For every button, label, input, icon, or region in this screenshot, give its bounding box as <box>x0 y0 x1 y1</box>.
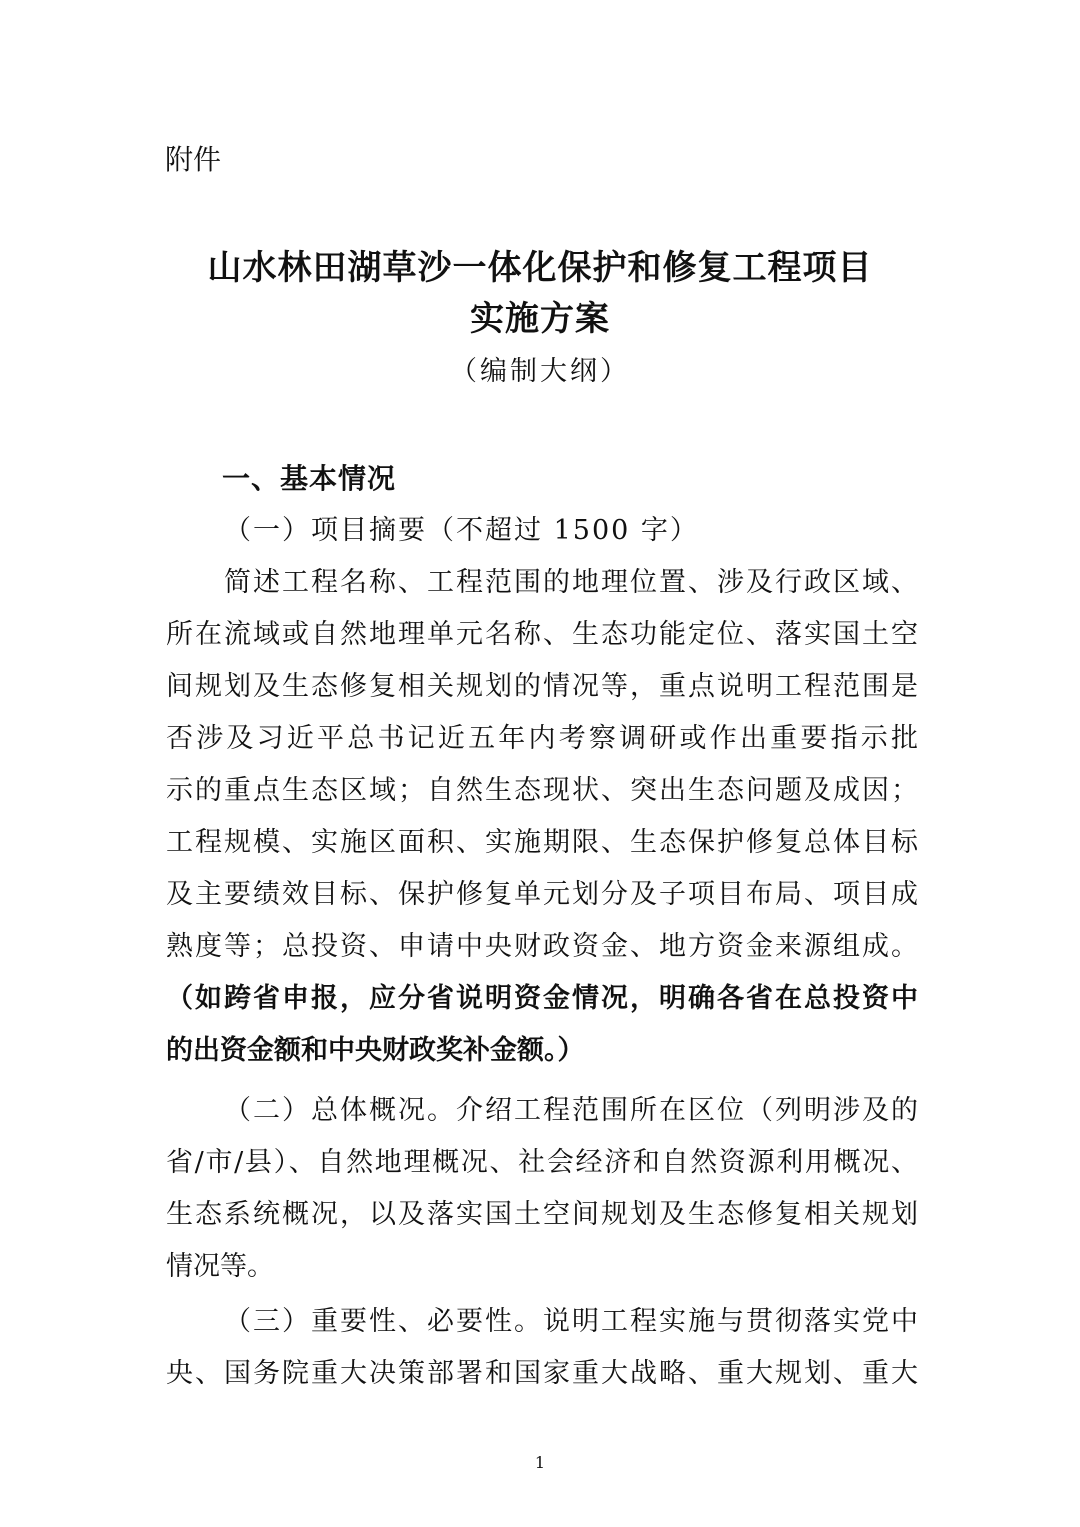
paragraph-line: 情况等。 <box>166 1251 274 1282</box>
paragraph-line: 否涉及习近平总书记近五年内考察调研或作出重要指示批 <box>166 723 918 754</box>
subsection-heading-project-summary: （一）项目摘要（不超过 1500 字） <box>224 515 699 546</box>
document-title-line-1: 山水林田湖草沙一体化保护和修复工程项目 <box>207 248 873 288</box>
paragraph-line: 及主要绩效目标、保护修复单元划分及子项目布局、项目成 <box>166 879 918 910</box>
paragraph-line: 省/市/县）、自然地理概况、社会经济和自然资源利用概况、 <box>166 1147 918 1178</box>
paragraph-line: 央、国务院重大决策部署和国家重大战略、重大规划、重大 <box>166 1358 918 1389</box>
paragraph-line: 简述工程名称、工程范围的地理位置、涉及行政区域、 <box>224 567 918 598</box>
paragraph-line: 熟度等；总投资、申请中央财政资金、地方资金来源组成。 <box>166 931 918 962</box>
paragraph-line: 间规划及生态修复相关规划的情况等，重点说明工程范围是 <box>166 671 918 702</box>
document-subtitle: （编制大纲） <box>450 356 630 387</box>
paragraph-line: （二）总体概况。介绍工程范围所在区位（列明涉及的 <box>224 1095 918 1126</box>
document-title-line-2: 实施方案 <box>470 299 610 339</box>
paragraph-line: （三）重要性、必要性。说明工程实施与贯彻落实党中 <box>224 1306 918 1337</box>
paragraph-line: 示的重点生态区域；自然生态现状、突出生态问题及成因； <box>166 775 918 806</box>
paragraph-line: 生态系统概况，以及落实国土空间规划及生态修复相关规划 <box>166 1199 918 1230</box>
page-number: 1 <box>534 1453 546 1472</box>
paragraph-line: 工程规模、实施区面积、实施期限、生态保护修复总体目标 <box>166 827 918 858</box>
paragraph-line: 所在流域或自然地理单元名称、生态功能定位、落实国土空 <box>166 619 918 650</box>
paragraph-line-bold: （如跨省申报，应分省说明资金情况，明确各省在总投资中 <box>166 983 918 1014</box>
section-heading-basic-info: 一、基本情况 <box>222 462 397 495</box>
attachment-label: 附件 <box>165 143 222 176</box>
paragraph-line-bold: 的出资金额和中央财政奖补金额。） <box>166 1035 585 1066</box>
